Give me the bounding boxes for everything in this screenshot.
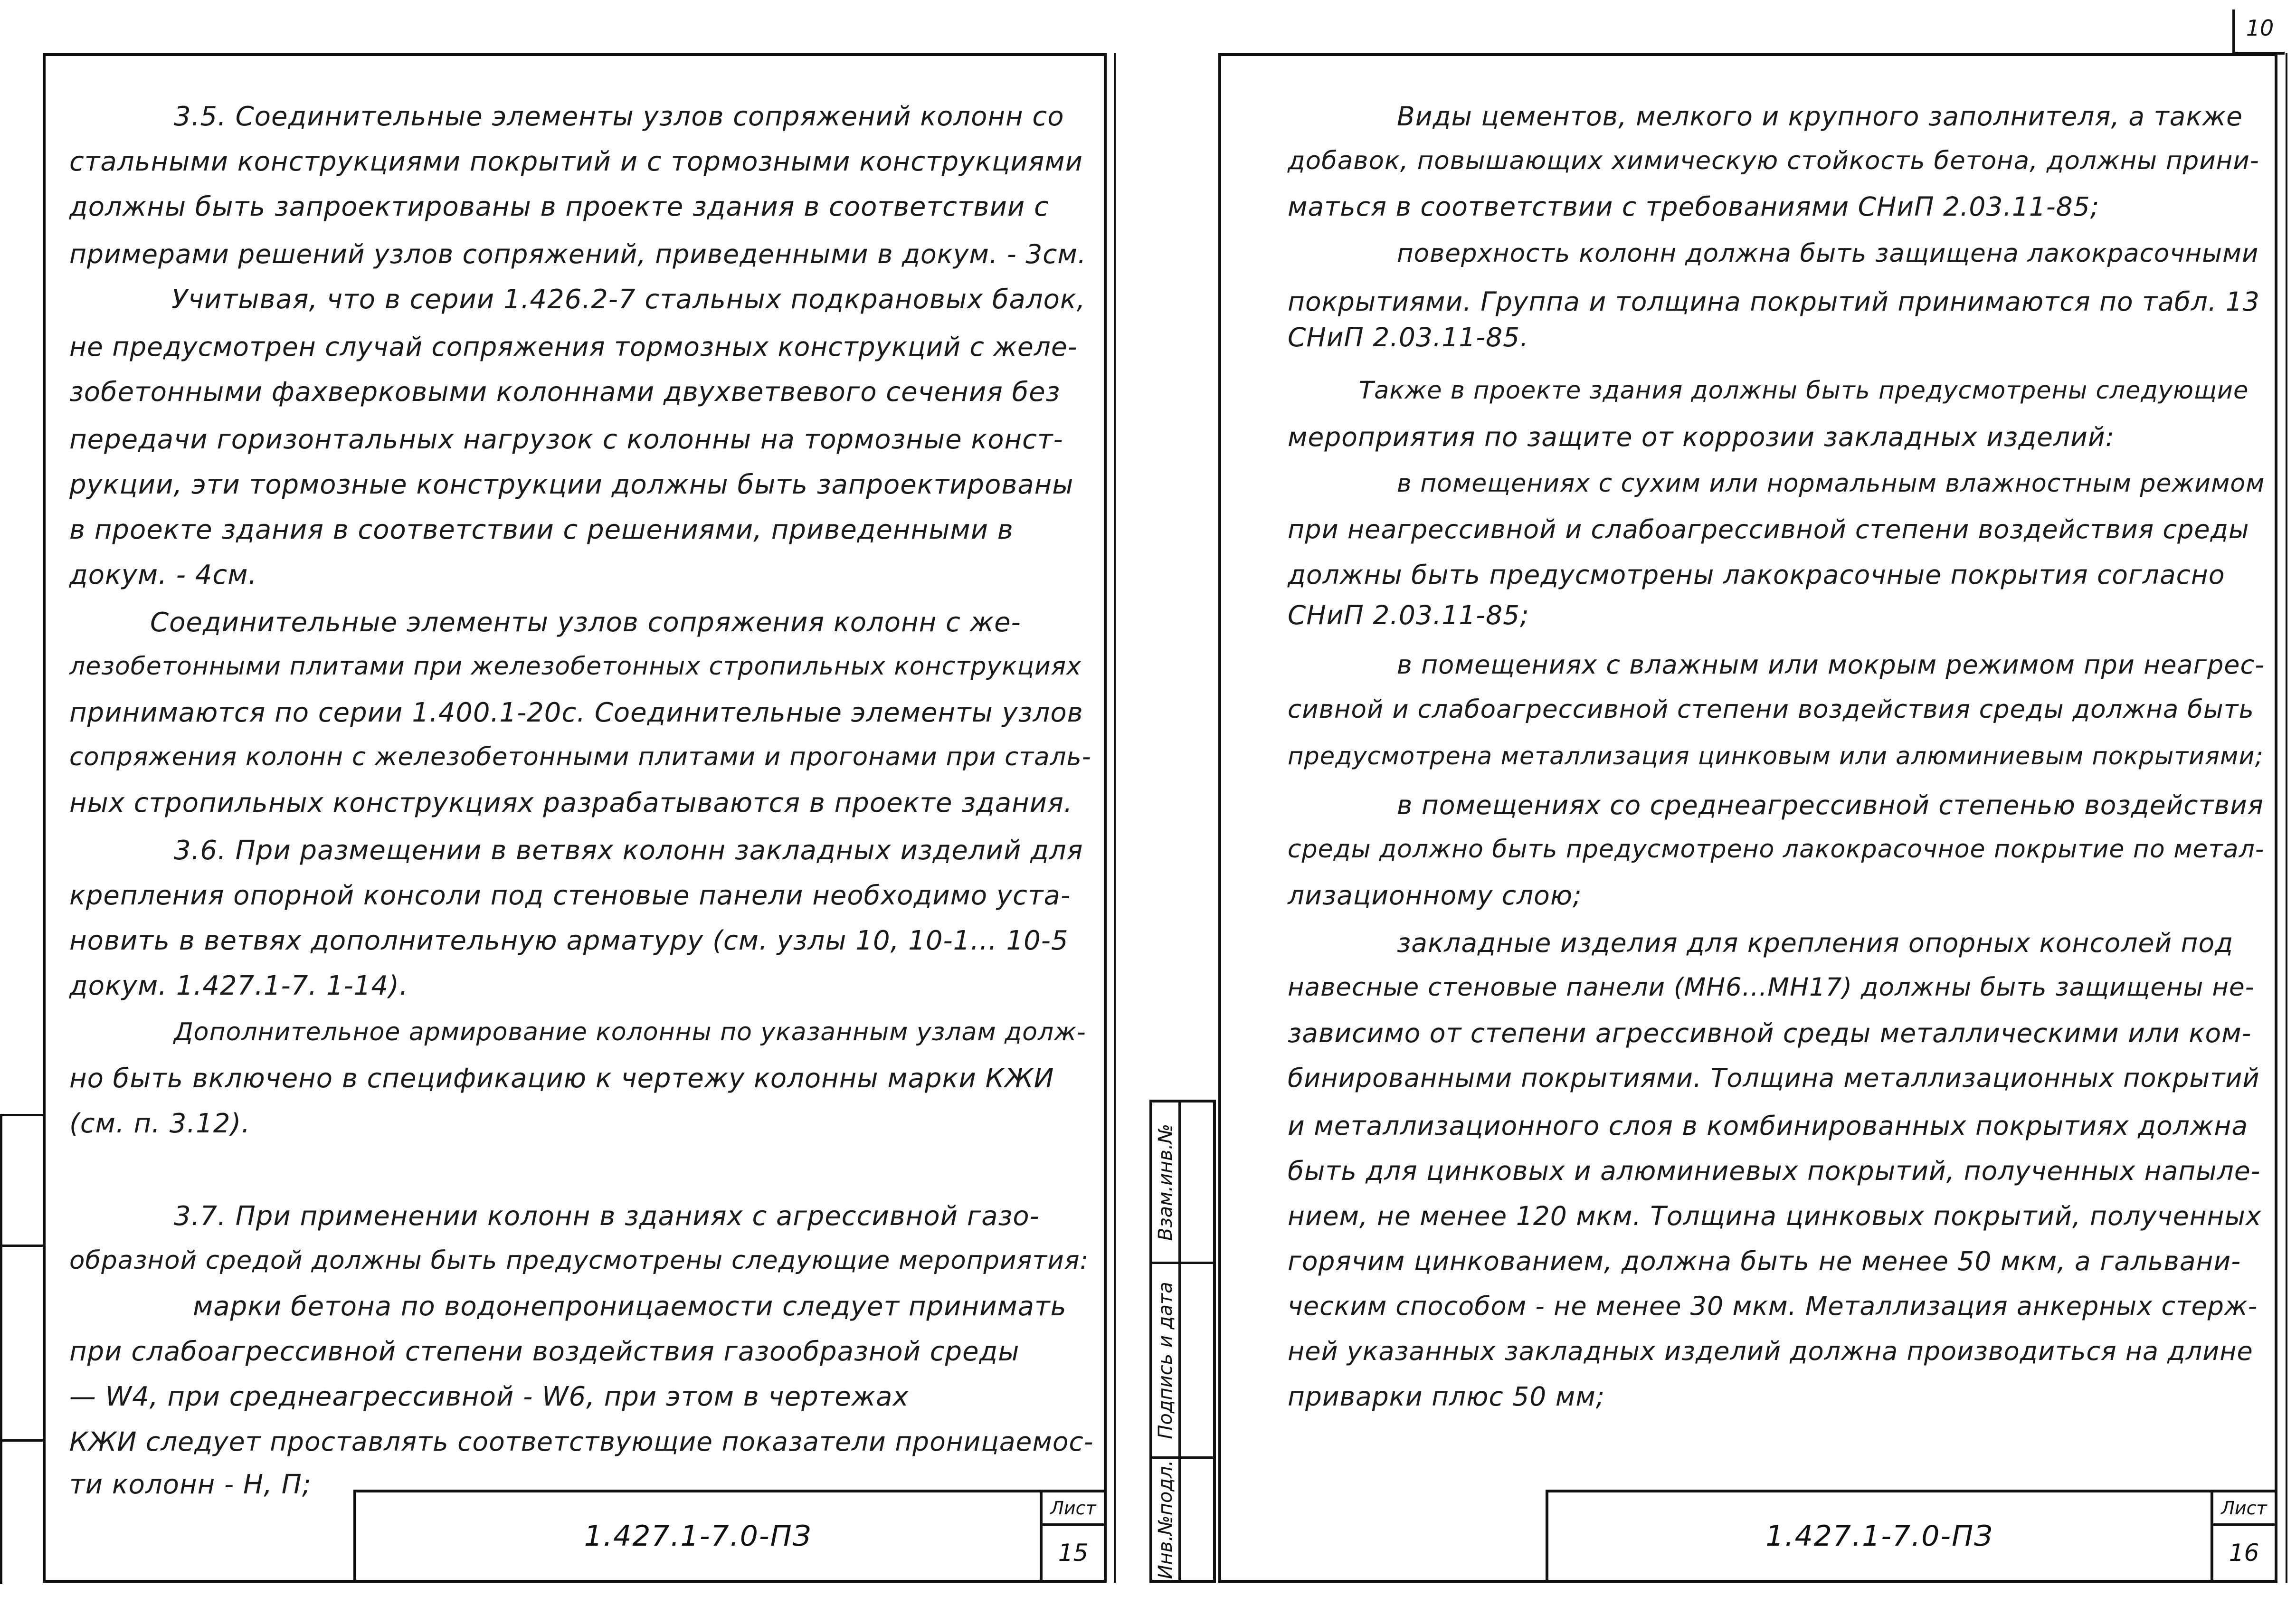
- text-line: стальными конструкциями покрытий и с тормозными конструкциями: [69, 146, 1083, 177]
- title-block: [1546, 1490, 2275, 1580]
- text-line: принимаются по серии 1.400.1-20с. Соединительные элементы узлов: [69, 697, 1083, 728]
- text-line: должны быть предусмотрены лакокрасочные покрытия согласно: [1288, 560, 2225, 590]
- text-line: лизационному слою;: [1288, 880, 1582, 911]
- text-line: горячим цинкованием, должна быть не менее 50 мкм, а гальвани-: [1288, 1246, 2241, 1276]
- text-line: нием, не менее 120 мкм. Толщина цинковых покрытий, полученных: [1288, 1201, 2262, 1231]
- text-line: сивной и слабоагрессивной степени воздействия среды должна быть: [1288, 695, 2254, 724]
- title-block: [353, 1490, 1104, 1580]
- text-line: докум. - 4см.: [69, 560, 257, 590]
- text-line: КЖИ следует проставлять соответствующие показатели проницаемос-: [69, 1426, 1094, 1457]
- text-line: ных стропильных конструкциях разрабатываются в проекте здания.: [69, 788, 1073, 818]
- text-line: мероприятия по защите от коррозии закладных изделий:: [1288, 422, 2115, 452]
- left-frame-edge: [0, 1439, 43, 1442]
- text-line: СНиП 2.03.11-85.: [1288, 322, 1529, 352]
- text-line: Дополнительное армирование колонны по указанным узлам долж-: [174, 1018, 1086, 1046]
- stamp-cell-inventory: [1152, 1459, 1213, 1580]
- left-frame-edge: [0, 1114, 43, 1116]
- document-sheet-left: [43, 53, 1107, 1583]
- text-line: и металлизационного слоя в комбинированных покрытиях должна: [1288, 1111, 2249, 1141]
- text-line: новить в ветвях дополнительную арматуру (см. узлы 10, 10-1... 10-5: [69, 925, 1069, 956]
- text-line: зависимо от степени агрессивной среды металлическими или ком-: [1288, 1018, 2252, 1048]
- text-line: передачи горизонтальных нагрузок с колонны на тормозные конст-: [69, 424, 1063, 455]
- sheet-number: 15: [1058, 1539, 1089, 1567]
- stamp-label: Взам.инв.№: [1154, 1123, 1176, 1241]
- text-line: закладные изделия для крепления опорных консолей под: [1397, 928, 2234, 958]
- text-line: (см. п. 3.12).: [69, 1108, 251, 1139]
- text-line: Также в проекте здания должны быть предусмотрены следующие: [1359, 377, 2249, 405]
- text-line: среды должно быть предусмотрено лакокрасочное покрытие по метал-: [1288, 835, 2265, 864]
- text-line: при слабоагрессивной степени воздействия газообразной среды: [69, 1336, 1020, 1367]
- text-line: быть для цинковых и алюминиевых покрытий, полученных напыле-: [1288, 1156, 2261, 1186]
- sheet-number-cell: [1040, 1492, 1104, 1580]
- text-line: лезобетонными плитами при железобетонных стропильных конструкциях: [69, 652, 1082, 681]
- text-line: бинированными покрытиями. Толщина металлизационных покрытий: [1288, 1063, 2260, 1093]
- text-line: приварки плюс 50 мм;: [1288, 1381, 1605, 1412]
- stamp-cell-signature: [1152, 1264, 1213, 1459]
- text-line: марки бетона по водонепроницаемости следует принимать: [193, 1291, 1067, 1322]
- text-line: докум. 1.427.1-7. 1-14).: [69, 970, 408, 1001]
- text-line: примерами решений узлов сопряжений, приведенными в докум. - 3см.: [69, 239, 1087, 269]
- text-line: ней указанных закладных изделий должна производиться на длине: [1288, 1336, 2253, 1366]
- text-line: не предусмотрен случай сопряжения тормозных конструкций с желе-: [69, 332, 1078, 362]
- text-line: навесные стеновые панели (МН6...МН17) должны быть защищены не-: [1288, 973, 2255, 1002]
- text-line: при неагрессивной и слабоагрессивной степени воздействия среды: [1288, 514, 2249, 544]
- text-line: покрытиями. Группа и толщина покрытий принимаются по табл. 13: [1288, 286, 2260, 317]
- binding-rule: [1114, 53, 1116, 1583]
- text-line: предусмотрена металлизация цинковым или алюминиевым покрытиями;: [1288, 742, 2264, 770]
- text-line: добавок, повышающих химическую стойкость бетона, должны прини-: [1288, 146, 2259, 175]
- stamp-cell-replacement: [1152, 1102, 1213, 1264]
- text-line: ти колонн - Н, П;: [69, 1469, 312, 1500]
- document-code: 1.427.1-7.0-ПЗ: [584, 1520, 812, 1553]
- text-line: в помещениях с влажным или мокрым режимом при неагрес-: [1397, 650, 2265, 680]
- left-frame-edge: [0, 1245, 43, 1247]
- text-line: Учитывая, что в серии 1.426.2-7 стальных подкрановых балок,: [171, 284, 1086, 315]
- left-frame-edge: [0, 1114, 2, 1584]
- text-line: — W4, при среднеагрессивной - W6, при этом в чертежах: [69, 1381, 909, 1412]
- text-line: маться в соответствии с требованиями СНиП 2.03.11-85;: [1288, 191, 2100, 222]
- text-line: 3.7. При применении колонн в зданиях с агрессивной газо-: [174, 1201, 1040, 1232]
- text-line: зобетонными фахверковыми колоннами двухветвевого сечения без: [69, 377, 1061, 408]
- text-line: крепления опорной консоли под стеновые панели необходимо уста-: [69, 880, 1071, 911]
- sheet-number: 16: [2229, 1539, 2259, 1567]
- text-line: должны быть запроектированы в проекте здания в соответствии с: [69, 191, 1049, 222]
- stamp-label: Инв.№подл.: [1154, 1460, 1176, 1579]
- text-line: в проекте здания в соответствии с решениями, приведенными в: [69, 514, 1014, 545]
- text-line: образной средой должны быть предусмотрены следующие мероприятия:: [69, 1246, 1089, 1275]
- sheet-label: Лист: [2213, 1492, 2275, 1526]
- document-code: 1.427.1-7.0-ПЗ: [1765, 1520, 1993, 1553]
- text-line: рукции, эти тормозные конструкции должны быть запроектированы: [69, 469, 1074, 500]
- text-line: но быть включено в спецификацию к чертежу колонны марки КЖИ: [69, 1063, 1054, 1094]
- text-line: Соединительные элементы узлов сопряжения колонн с же-: [150, 607, 1021, 638]
- text-line: в помещениях с сухим или нормальным влажностным режимом: [1397, 469, 2265, 498]
- text-line: ческим способом - не менее 30 мкм. Металлизация анкерных стерж-: [1288, 1291, 2258, 1321]
- text-line: сопряжения колонн с железобетонными плитами и прогонами при сталь-: [69, 742, 1091, 771]
- text-line: поверхность колонн должна быть защищена лакокрасочными: [1397, 239, 2259, 268]
- text-line: 3.5. Соединительные элементы узлов сопряжений колонн со: [174, 101, 1064, 132]
- sheet-number-cell: [2211, 1492, 2275, 1580]
- stamp-label: Подпись и дата: [1154, 1281, 1176, 1439]
- sheet-label: Лист: [1043, 1492, 1104, 1526]
- document-sheet-right: [1218, 53, 2277, 1583]
- text-line: в помещениях со среднеагрессивной степенью воздействия: [1397, 790, 2264, 820]
- right-edge-rule: [2286, 53, 2287, 1583]
- approval-stamp-column: [1149, 1100, 1216, 1583]
- page-number: 10: [2246, 15, 2274, 41]
- page-number-tab: [2232, 10, 2285, 55]
- text-line: Виды цементов, мелкого и крупного заполнителя, а также: [1397, 101, 2243, 132]
- text-line: 3.6. При размещении в ветвях колонн закладных изделий для: [174, 835, 1083, 866]
- text-line: СНиП 2.03.11-85;: [1288, 600, 1529, 630]
